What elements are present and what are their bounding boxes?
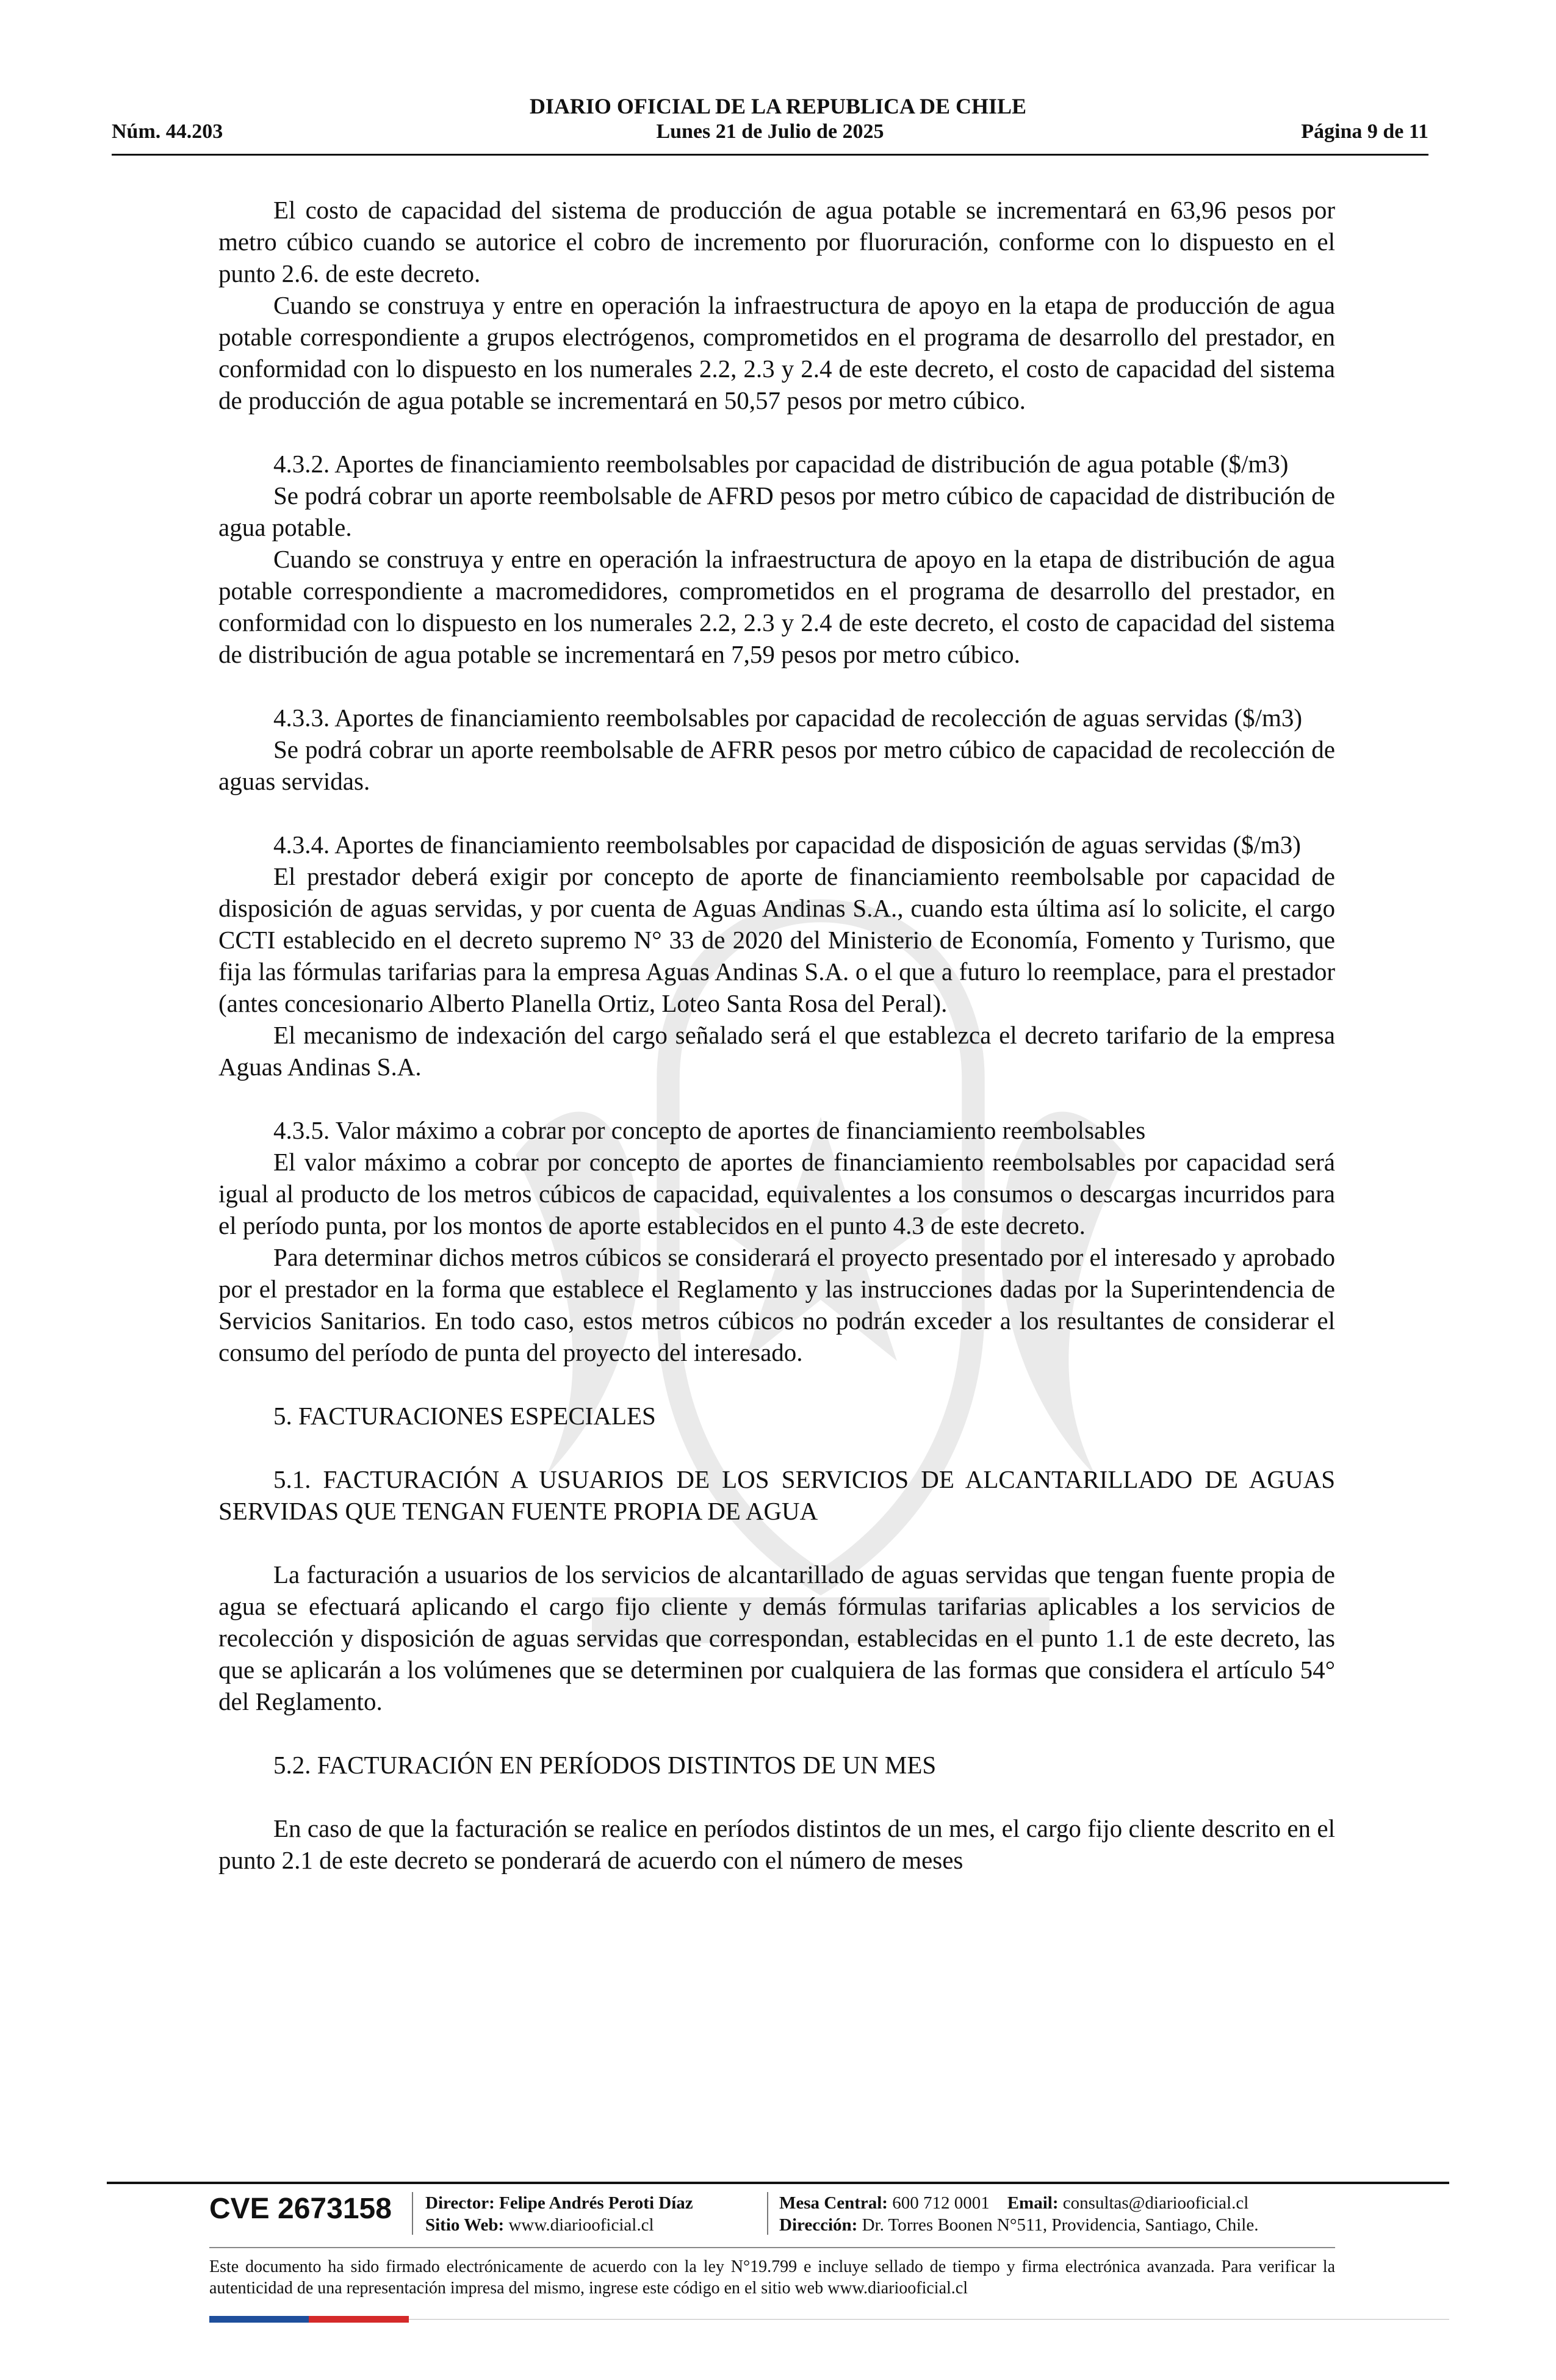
director-label: Director: bbox=[425, 2193, 495, 2213]
address-label: Dirección: bbox=[779, 2215, 858, 2235]
paragraph: Cuando se construya y entre en operación la infraestructura de apoyo en la etapa de distribución de agua potable correspondiente a macromedidores, comprometidos en el programa de desarrollo del prestador, en conformidad con lo dispuesto en los numerales 2.2, 2.3 y 2.4 de este decreto, el costo de capacidad del sistema de distribución de agua potable se incrementará en 7,59 pesos por metro cúbico. bbox=[218, 545, 1335, 668]
section-heading-4-3-2: 4.3.2. Aportes de financiamiento reembolsables por capacidad de distribución de agua potable ($/m3) bbox=[273, 450, 1289, 478]
paragraph: Cuando se construya y entre en operación la infraestructura de apoyo en la etapa de producción de agua potable correspondiente a grupos electrógenos, comprometidos en el programa de desarrollo del prestador, en conformidad con lo dispuesto en los numerales 2.2, 2.3 y 2.4 de este decreto, el costo de capacidad del sistema de producción de agua potable se incrementará en 50,57 pesos por metro cúbico. bbox=[218, 291, 1335, 414]
web-label: Sitio Web: bbox=[425, 2215, 505, 2235]
document-body bbox=[218, 194, 1335, 1876]
mesa-value: 600 712 0001 bbox=[892, 2193, 990, 2213]
section-heading-5: 5. FACTURACIONES ESPECIALES bbox=[273, 1402, 656, 1430]
email-label: Email: bbox=[1007, 2193, 1059, 2213]
flag-blue-bar bbox=[209, 2316, 309, 2323]
header-divider bbox=[112, 154, 1428, 156]
flag-red-bar bbox=[309, 2316, 409, 2323]
section-heading-5-2: 5.2. FACTURACIÓN EN PERÍODOS DISTINTOS DE UN MES bbox=[273, 1751, 937, 1779]
footer-divider bbox=[209, 2247, 1335, 2248]
page-number: Página 9 de 11 bbox=[1301, 120, 1428, 143]
section-heading-4-3-4: 4.3.4. Aportes de financiamiento reembolsables por capacidad de disposición de aguas servidas ($/m3) bbox=[273, 831, 1301, 859]
paragraph: El mecanismo de indexación del cargo señalado será el que establezca el decreto tarifario de la empresa Aguas Andinas S.A. bbox=[218, 1021, 1335, 1081]
email-link[interactable]: consultas@diariooficial.cl bbox=[1062, 2193, 1249, 2213]
mesa-label: Mesa Central: bbox=[779, 2193, 888, 2213]
web-link[interactable]: www.diariooficial.cl bbox=[508, 2215, 654, 2235]
legal-notice: Este documento ha sido firmado electrónicamente de acuerdo con la ley N°19.799 e incluye sellado de tiempo y firma electrónica avanzada. Para verificar la autenticidad de una representación impresa del mismo, ingrese este código en el sitio web www.diariooficial.cl bbox=[209, 2257, 1335, 2298]
section-heading-5-1: 5.1. FACTURACIÓN A USUARIOS DE LOS SERVICIOS DE ALCANTARILLADO DE AGUAS SERVIDAS QUE TENGAN FUENTE PROPIA DE AGUA bbox=[218, 1465, 1335, 1525]
address-value: Dr. Torres Boonen N°511, Providencia, Santiago, Chile. bbox=[862, 2215, 1259, 2235]
issue-number: Núm. 44.203 bbox=[112, 120, 223, 143]
footer-divider bbox=[107, 2182, 1449, 2184]
paragraph: El costo de capacidad del sistema de producción de agua potable se incrementará en 63,96 pesos por metro cúbico cuando se autorice el cobro de incremento por fluoruración, conforme con lo dispuesto en el punto 2.6. de este decreto. bbox=[218, 196, 1335, 287]
footer-bottom-rule bbox=[409, 2319, 1449, 2320]
paragraph: El valor máximo a cobrar por concepto de aportes de financiamiento reembolsables por capacidad será igual al producto de los metros cúbicos de capacidad, equivalentes a los consumos o descargas incurridos para el período punta, por los montos de aporte establecidos en el punto 4.3 de este decreto. bbox=[218, 1148, 1335, 1239]
footer-separator bbox=[412, 2192, 413, 2235]
footer-contact-right bbox=[779, 2192, 1258, 2236]
flag-stripe bbox=[209, 2316, 409, 2323]
issue-date: Lunes 21 de Julio de 2025 bbox=[656, 120, 884, 143]
paragraph: La facturación a usuarios de los servicios de alcantarillado de aguas servidas que tengan fuente propia de agua se efectuará aplicando el cargo fijo cliente y demás fórmulas tarifarias aplicables a los servicios de recolección y disposición de aguas servidas que correspondan, establecidas en el punto 1.1 de este decreto, las que se aplicarán a los volúmenes que se determinen por cualquiera de las formas que considera el artículo 54° del Reglamento. bbox=[218, 1560, 1335, 1715]
paragraph: Se podrá cobrar un aporte reembolsable de AFRR pesos por metro cúbico de capacidad de recolección de aguas servidas. bbox=[218, 735, 1335, 795]
footer-separator bbox=[767, 2192, 768, 2235]
footer-contact-left bbox=[425, 2192, 693, 2236]
director-name: Felipe Andrés Peroti Díaz bbox=[499, 2193, 693, 2213]
newspaper-title: DIARIO OFICIAL DE LA REPUBLICA DE CHILE bbox=[529, 94, 1027, 118]
section-heading-4-3-3: 4.3.3. Aportes de financiamiento reembolsables por capacidad de recolección de aguas servidas ($/m3) bbox=[273, 704, 1303, 732]
paragraph: Se podrá cobrar un aporte reembolsable de AFRD pesos por metro cúbico de capacidad de distribución de agua potable. bbox=[218, 481, 1335, 541]
paragraph: En caso de que la facturación se realice en períodos distintos de un mes, el cargo fijo cliente descrito en el punto 2.1 de este decreto se ponderará de acuerdo con el número de meses bbox=[218, 1814, 1335, 1874]
paragraph: Para determinar dichos metros cúbicos se considerará el proyecto presentado por el interesado y aprobado por el prestador en la forma que establece el Reglamento y las instrucciones dadas por la Superintendencia de Servicios Sanitarios. En todo caso, estos metros cúbicos no podrán exceder a los resultantes de considerar el consumo del período de punta del proyecto del interesado. bbox=[218, 1243, 1335, 1366]
cve-code: CVE 2673158 bbox=[209, 2193, 392, 2225]
paragraph: El prestador deberá exigir por concepto de aporte de financiamiento reembolsable por capacidad de disposición de aguas servidas, y por cuenta de Aguas Andinas S.A., cuando esta última así lo solicite, el cargo CCTI establecido en el decreto supremo N° 33 de 2020 del Ministerio de Economía, Fomento y Turismo, que fija las fórmulas tarifarias para la empresa Aguas Andinas S.A. o el que a futuro lo reemplace, para el prestador (antes concesionario Alberto Planella Ortiz, Loteo Santa Rosa del Peral). bbox=[218, 862, 1335, 1017]
section-heading-4-3-5: 4.3.5. Valor máximo a cobrar por concepto de aportes de financiamiento reembolsables bbox=[273, 1116, 1146, 1144]
